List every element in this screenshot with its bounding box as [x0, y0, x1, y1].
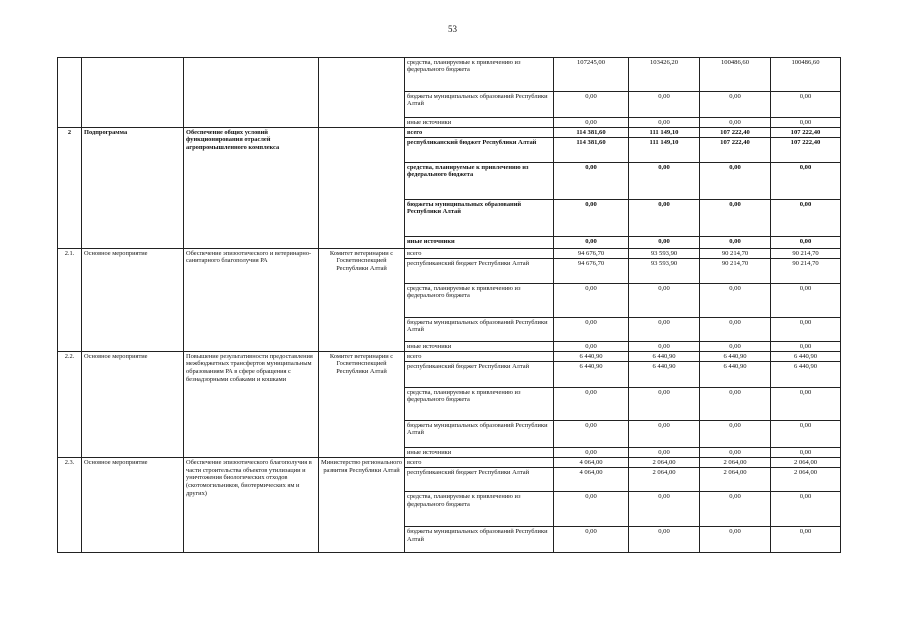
funding-source-cell: республиканский бюджет Республики Алтай	[405, 468, 554, 492]
amount-cell: 6 440,90	[700, 362, 771, 388]
amount-cell: 94 676,70	[554, 259, 629, 284]
funding-source-cell: бюджеты муниципальных образований Республики Алтай	[405, 421, 554, 448]
amount-cell: 0,00	[629, 284, 700, 318]
funding-source-cell: средства, планируемые к привлечению из федерального бюджета	[405, 284, 554, 318]
funding-source-cell: бюджеты муниципальных образований Республики Алтай	[405, 527, 554, 553]
funding-source-cell: средства, планируемые к привлечению из федерального бюджета	[405, 388, 554, 421]
row-number-cell	[58, 58, 82, 128]
amount-cell: 107 222,40	[700, 128, 771, 138]
amount-cell: 0,00	[700, 318, 771, 342]
item-type-cell: Основное мероприятие	[82, 352, 184, 458]
amount-cell: 93 593,90	[629, 249, 700, 259]
amount-cell: 90 214,70	[771, 249, 841, 259]
amount-cell: 0,00	[554, 527, 629, 553]
amount-cell: 103426,20	[629, 58, 700, 92]
amount-cell: 0,00	[771, 237, 841, 249]
amount-cell: 0,00	[554, 163, 629, 200]
amount-cell: 114 381,60	[554, 128, 629, 138]
amount-cell: 0,00	[629, 342, 700, 352]
item-type-cell	[82, 58, 184, 128]
item-name-cell: Обеспечение общих условий функционирования отраслей агропромышленного комплекса	[184, 128, 319, 249]
amount-cell: 2 064,00	[700, 458, 771, 468]
item-name-cell: Обеспечение эпизоотического благополучия в части строительства объектов утилизации и уничтожения биологических отходов (скотомогильников, биотермических ям и других)	[184, 458, 319, 553]
table-body	[58, 58, 841, 553]
amount-cell: 93 593,90	[629, 259, 700, 284]
amount-cell: 6 440,90	[629, 362, 700, 388]
amount-cell: 0,00	[629, 527, 700, 553]
amount-cell: 0,00	[554, 92, 629, 118]
amount-cell: 90 214,70	[700, 249, 771, 259]
amount-cell: 0,00	[700, 492, 771, 527]
funding-source-cell: средства, планируемые к привлечению из федерального бюджета	[405, 492, 554, 527]
amount-cell: 2 064,00	[771, 458, 841, 468]
amount-cell: 0,00	[629, 118, 700, 128]
executor-cell: Комитет ветеринарии с Госветинспекцией Республики Алтай	[319, 249, 405, 352]
amount-cell: 6 440,90	[771, 352, 841, 362]
amount-cell: 2 064,00	[629, 468, 700, 492]
funding-source-cell: бюджеты муниципальных образований Республики Алтай	[405, 92, 554, 118]
amount-cell: 111 149,10	[629, 128, 700, 138]
amount-cell: 4 064,00	[554, 468, 629, 492]
amount-cell: 0,00	[554, 388, 629, 421]
amount-cell: 6 440,90	[629, 352, 700, 362]
amount-cell: 0,00	[700, 421, 771, 448]
amount-cell: 0,00	[700, 388, 771, 421]
amount-cell: 100486,60	[700, 58, 771, 92]
amount-cell: 0,00	[700, 448, 771, 458]
amount-cell: 0,00	[629, 388, 700, 421]
executor-cell	[319, 128, 405, 249]
amount-cell: 6 440,90	[700, 352, 771, 362]
amount-cell: 0,00	[554, 448, 629, 458]
amount-cell: 6 440,90	[554, 362, 629, 388]
item-name-cell: Повышение результативности предоставления межбюджетных трансфертов муниципальным образованиям РА в сфере обращения с безнадзорными собаками и кошками	[184, 352, 319, 458]
amount-cell: 0,00	[771, 318, 841, 342]
funding-source-cell: всего	[405, 249, 554, 259]
amount-cell: 0,00	[554, 342, 629, 352]
table-row	[58, 352, 841, 362]
funding-source-cell: всего	[405, 458, 554, 468]
amount-cell: 0,00	[700, 92, 771, 118]
amount-cell: 2 064,00	[700, 468, 771, 492]
executor-cell	[319, 58, 405, 128]
amount-cell: 0,00	[771, 527, 841, 553]
funding-source-cell: иные источники	[405, 448, 554, 458]
amount-cell: 0,00	[771, 163, 841, 200]
amount-cell: 100486,60	[771, 58, 841, 92]
amount-cell: 94 676,70	[554, 249, 629, 259]
amount-cell: 0,00	[629, 421, 700, 448]
amount-cell: 0,00	[629, 492, 700, 527]
amount-cell: 0,00	[554, 237, 629, 249]
amount-cell: 0,00	[700, 237, 771, 249]
amount-cell: 0,00	[771, 200, 841, 237]
funding-source-cell: республиканский бюджет Республики Алтай	[405, 259, 554, 284]
amount-cell: 0,00	[700, 163, 771, 200]
page-number: 53	[448, 24, 457, 34]
amount-cell: 0,00	[700, 200, 771, 237]
row-number-cell: 2.1.	[58, 249, 82, 352]
funding-source-cell: средства, планируемые к привлечению из федерального бюджета	[405, 163, 554, 200]
amount-cell: 0,00	[554, 284, 629, 318]
funding-source-cell: иные источники	[405, 237, 554, 249]
amount-cell: 2 064,00	[771, 468, 841, 492]
amount-cell: 2 064,00	[629, 458, 700, 468]
table-row	[58, 128, 841, 138]
amount-cell: 0,00	[554, 318, 629, 342]
table-row	[58, 458, 841, 468]
amount-cell: 0,00	[629, 200, 700, 237]
budget-table	[57, 57, 841, 553]
amount-cell: 0,00	[771, 388, 841, 421]
row-number-cell: 2	[58, 128, 82, 249]
amount-cell: 114 381,60	[554, 138, 629, 163]
amount-cell: 90 214,70	[700, 259, 771, 284]
amount-cell: 107245,00	[554, 58, 629, 92]
amount-cell: 0,00	[554, 421, 629, 448]
amount-cell: 0,00	[700, 342, 771, 352]
funding-source-cell: бюджеты муниципальных образований Республики Алтай	[405, 318, 554, 342]
amount-cell: 6 440,90	[771, 362, 841, 388]
funding-source-cell: республиканский бюджет Республики Алтай	[405, 138, 554, 163]
amount-cell: 0,00	[771, 342, 841, 352]
item-name-cell: Обеспечение эпизоотического и ветеринарно-санитарного благополучия РА	[184, 249, 319, 352]
funding-source-cell: иные источники	[405, 342, 554, 352]
amount-cell: 0,00	[771, 492, 841, 527]
amount-cell: 90 214,70	[771, 259, 841, 284]
amount-cell: 0,00	[771, 284, 841, 318]
amount-cell: 0,00	[700, 527, 771, 553]
amount-cell: 111 149,10	[629, 138, 700, 163]
row-number-cell: 2.3.	[58, 458, 82, 553]
executor-cell: Министерство регионального развития Республики Алтай	[319, 458, 405, 553]
amount-cell: 0,00	[554, 118, 629, 128]
table-row	[58, 249, 841, 259]
funding-source-cell: бюджеты муниципальных образований Республики Алтай	[405, 200, 554, 237]
executor-cell: Комитет ветеринарии с Госветинспекцией Республики Алтай	[319, 352, 405, 458]
amount-cell: 0,00	[554, 200, 629, 237]
amount-cell: 107 222,40	[771, 128, 841, 138]
amount-cell: 6 440,90	[554, 352, 629, 362]
item-type-cell: Основное мероприятие	[82, 458, 184, 553]
amount-cell: 107 222,40	[771, 138, 841, 163]
row-number-cell: 2.2.	[58, 352, 82, 458]
funding-source-cell: иные источники	[405, 118, 554, 128]
funding-source-cell: всего	[405, 128, 554, 138]
amount-cell: 0,00	[771, 118, 841, 128]
item-type-cell: Подпрограмма	[82, 128, 184, 249]
amount-cell: 0,00	[771, 421, 841, 448]
funding-source-cell: средства, планируемые к привлечению из федерального бюджета	[405, 58, 554, 92]
amount-cell: 0,00	[629, 448, 700, 458]
amount-cell: 0,00	[629, 163, 700, 200]
funding-source-cell: республиканский бюджет Республики Алтай	[405, 362, 554, 388]
amount-cell: 0,00	[629, 92, 700, 118]
amount-cell: 0,00	[629, 318, 700, 342]
amount-cell: 0,00	[629, 237, 700, 249]
funding-source-cell: всего	[405, 352, 554, 362]
amount-cell: 0,00	[700, 118, 771, 128]
amount-cell: 0,00	[771, 92, 841, 118]
amount-cell: 0,00	[554, 492, 629, 527]
item-name-cell	[184, 58, 319, 128]
amount-cell: 0,00	[700, 284, 771, 318]
amount-cell: 4 064,00	[554, 458, 629, 468]
table-row	[58, 58, 841, 92]
amount-cell: 0,00	[771, 448, 841, 458]
amount-cell: 107 222,40	[700, 138, 771, 163]
item-type-cell: Основное мероприятие	[82, 249, 184, 352]
